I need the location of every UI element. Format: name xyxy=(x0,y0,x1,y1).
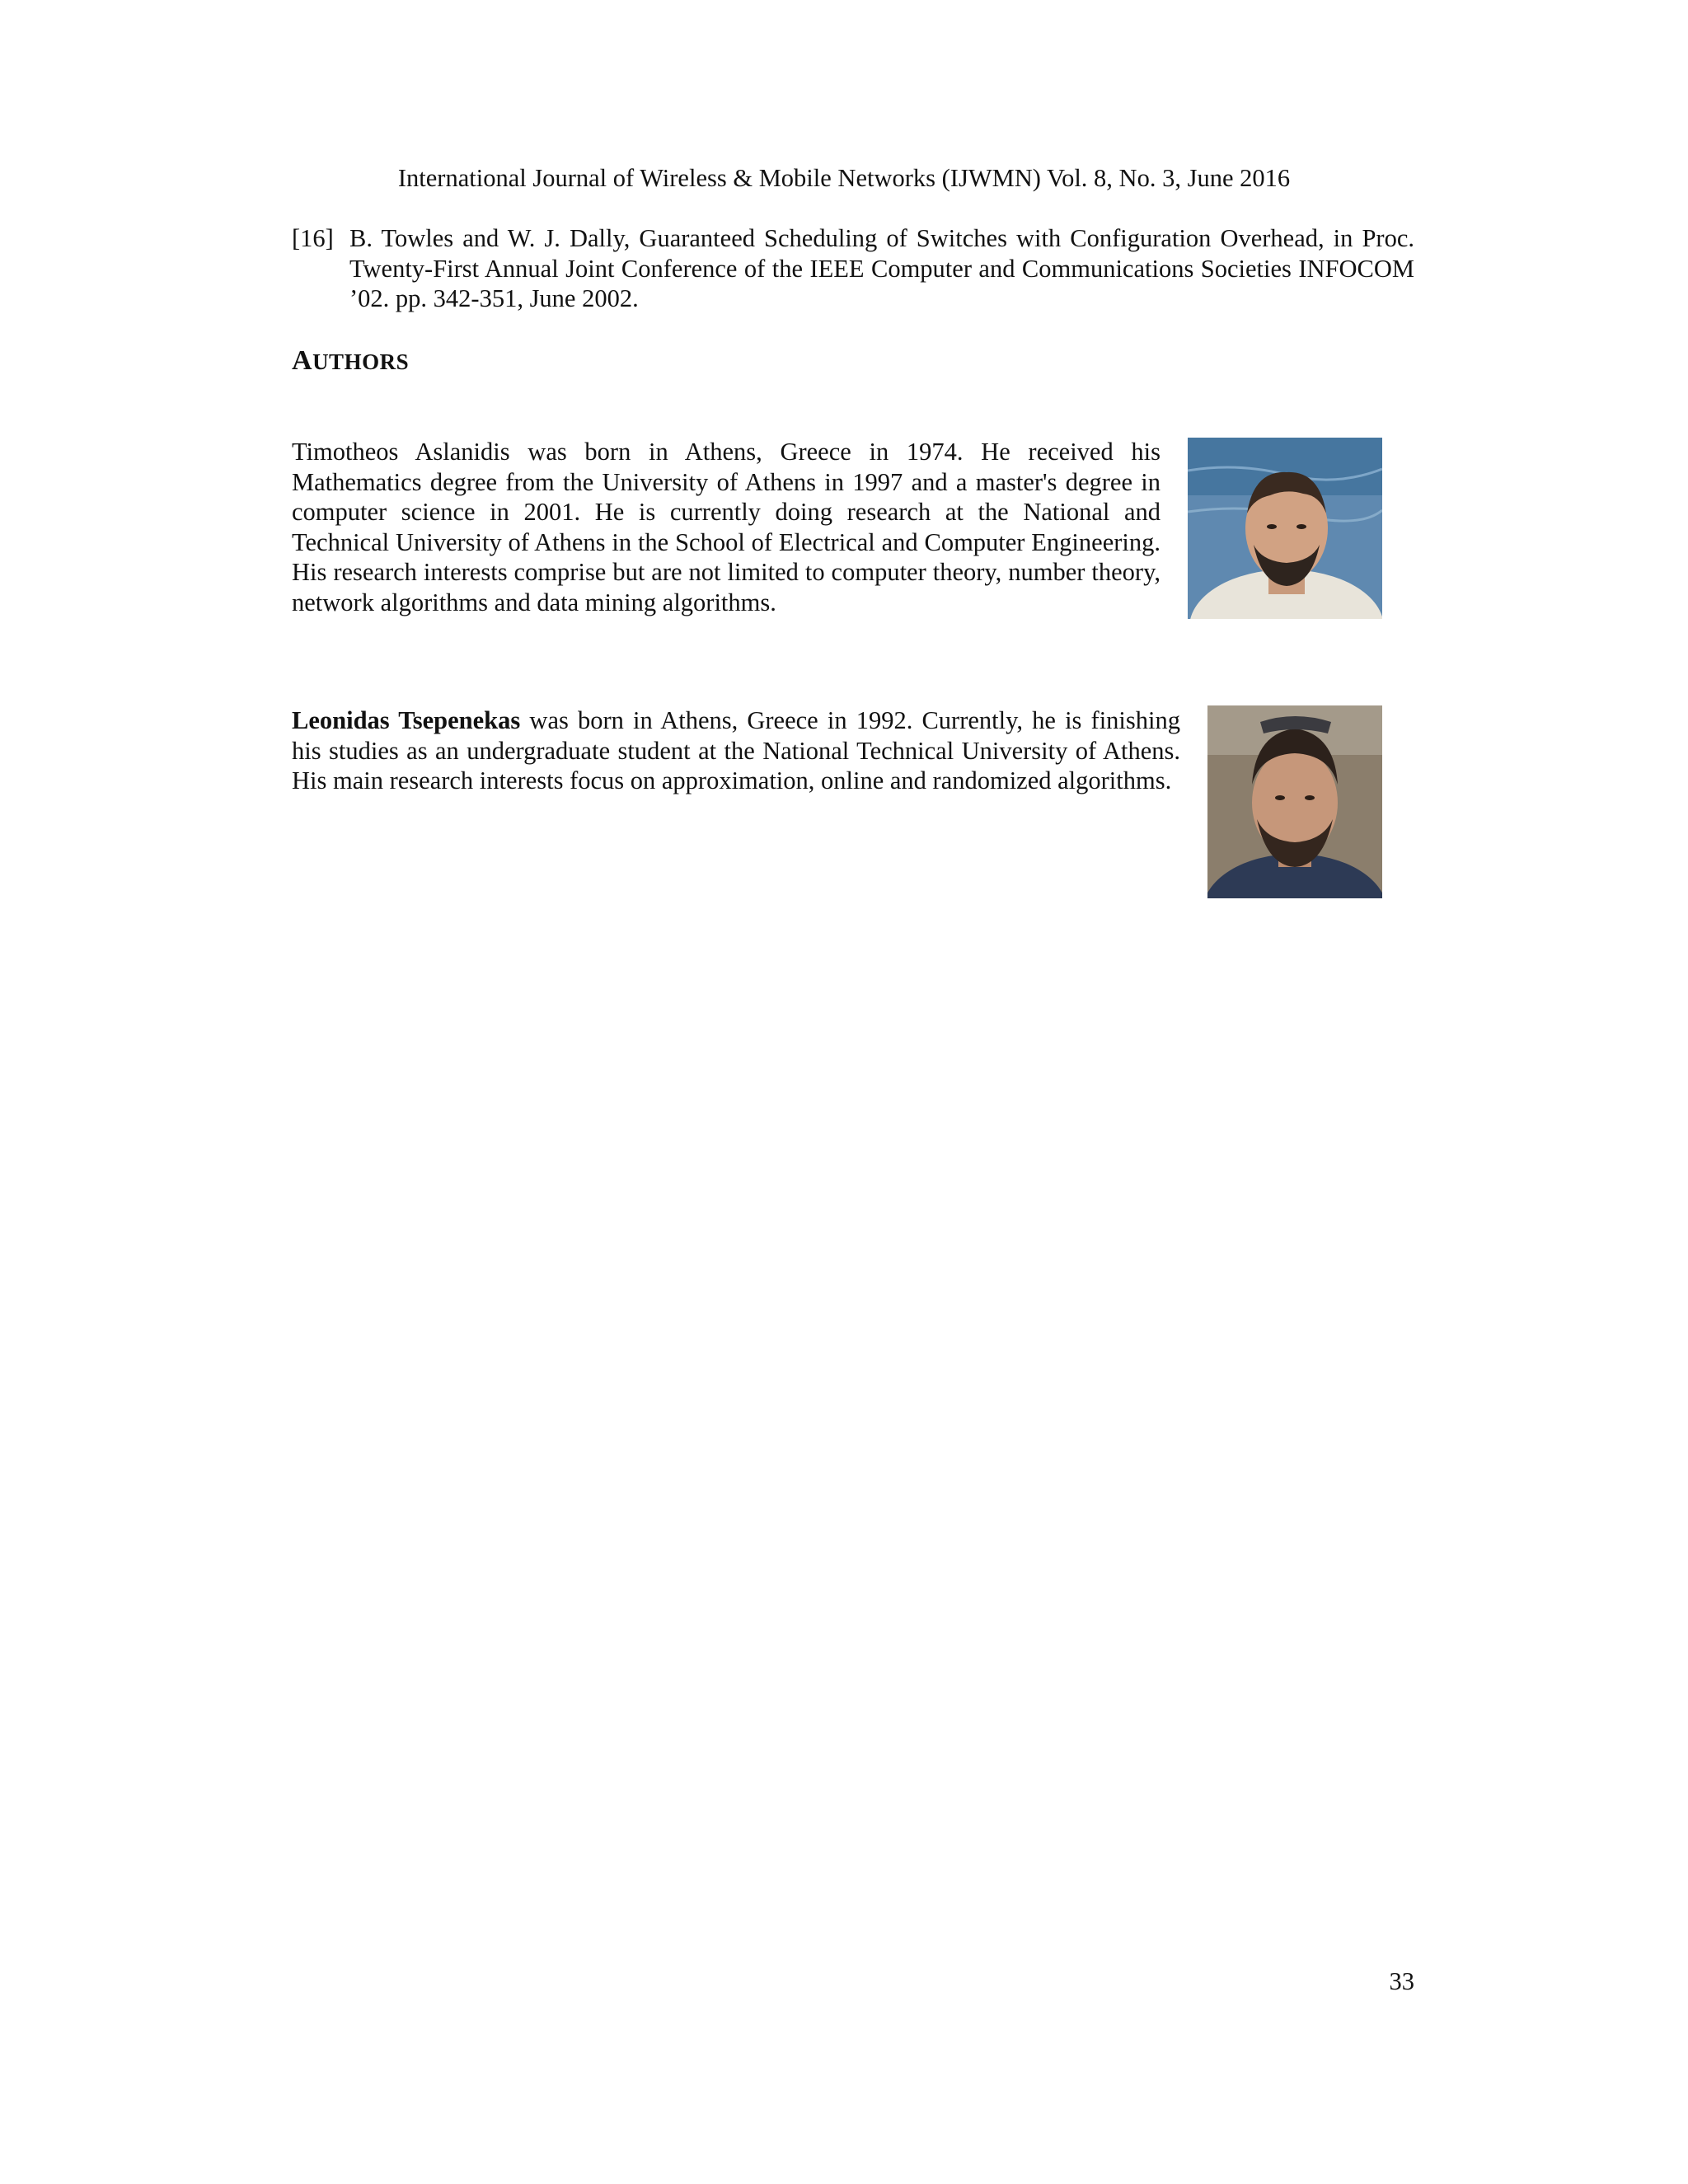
page-number: 33 xyxy=(1389,1967,1414,1995)
authors-heading-initial: A xyxy=(292,345,313,376)
reference-text: B. Towles and W. J. Dally, Guaranteed Scheduling of Switches with Configuration Overhead, in Proc. Twenty-First Annual Joint Conference of the IEEE Computer and Communications Societies INFOCOM ’02. pp. 342-351, June 2002. xyxy=(349,224,1414,312)
running-header: International Journal of Wireless & Mobile Networks (IJWMN) Vol. 8, No. 3, June 2016 xyxy=(397,164,1291,192)
reference-number: [16] xyxy=(292,224,334,252)
authors-heading xyxy=(292,344,409,378)
author-bio-aslanidis xyxy=(292,437,1160,617)
author-photo-tsepenekas xyxy=(1207,705,1382,898)
author-bio-text: Timotheos Aslanidis was born in Athens, Greece in 1974. He received his Mathematics degree from the University of Athens in 1997 and a master's degree in computer science in 2001. He is currently doing research at the National and Technical University of Athens in the School of Electrical and Computer Engineering. His research interests comprise but are not limited to computer theory, number theory, network algorithms and data mining algorithms. xyxy=(292,438,1160,616)
author-name: Leonidas Tsepenekas xyxy=(292,706,521,734)
author-bio-tsepenekas xyxy=(292,705,1180,796)
author-bio-text: was born in Athens, Greece in 1992. Currently, he is finishing his studies as an undergraduate student at the National Technical University of Athens. His main research interests focus on approximation, online and randomized algorithms. xyxy=(292,706,1180,794)
author-photo-aslanidis xyxy=(1188,438,1382,619)
portrait-image xyxy=(1188,438,1382,619)
reference-entry xyxy=(292,223,1414,314)
authors-heading-rest: UTHORS xyxy=(312,349,410,374)
portrait-image xyxy=(1207,705,1382,898)
